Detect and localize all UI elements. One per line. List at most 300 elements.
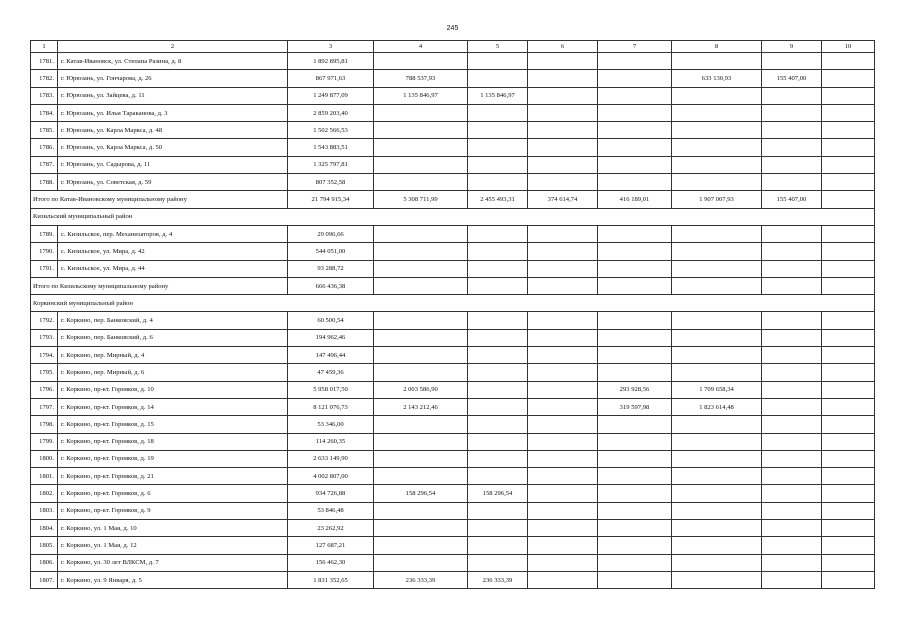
amount-cell-c4 <box>374 104 468 121</box>
amount-cell-c4: 2 143 212,46 <box>374 398 468 415</box>
amount-cell-c7 <box>598 70 672 87</box>
amount-cell-c9 <box>762 87 822 104</box>
amount-cell-c7 <box>598 174 672 191</box>
amount-cell-c10 <box>822 329 875 346</box>
address-cell: г. Юрюзань, ул. Советская, д. 59 <box>58 174 288 191</box>
amount-cell-c9 <box>762 537 822 554</box>
row-number: 1793. <box>31 329 58 346</box>
row-number: 1805. <box>31 537 58 554</box>
amount-cell-c6 <box>528 277 598 294</box>
table-row <box>31 156 875 173</box>
amount-cell-c7 <box>598 502 672 519</box>
amount-cell-c5 <box>468 554 528 571</box>
amount-cell-c10 <box>822 416 875 433</box>
amount-cell-c6 <box>528 156 598 173</box>
address-cell: г. Коркино, пр-кт. Горняков, д. 14 <box>58 398 288 415</box>
row-number: 1797. <box>31 398 58 415</box>
table-row <box>31 433 875 450</box>
amount-cell-c4 <box>374 364 468 381</box>
amount-cell-c7 <box>598 571 672 588</box>
amount-cell-c8: 633 130,93 <box>672 70 762 87</box>
amount-cell-c5 <box>468 520 528 537</box>
amount-cell-c10 <box>822 554 875 571</box>
row-number: 1785. <box>31 122 58 139</box>
table-row <box>31 468 875 485</box>
amount-cell-c8 <box>672 520 762 537</box>
row-number: 1781. <box>31 53 58 70</box>
address-cell: г. Юрюзань, ул. Ильи Тараканова, д. 3 <box>58 104 288 121</box>
row-number: 1801. <box>31 468 58 485</box>
amount-cell-c4: 5 308 711,99 <box>374 191 468 208</box>
table-body <box>31 41 875 589</box>
amount-cell-c5 <box>468 416 528 433</box>
amount-cell-c6 <box>528 554 598 571</box>
amount-cell-c9 <box>762 122 822 139</box>
amount-cell-c3: 21 794 915,34 <box>288 191 374 208</box>
amount-cell-c8 <box>672 554 762 571</box>
amount-cell-c7 <box>598 433 672 450</box>
amount-cell-c3: 807 352,58 <box>288 174 374 191</box>
amount-cell-c10 <box>822 156 875 173</box>
row-number: 1796. <box>31 381 58 398</box>
amount-cell-c5 <box>468 156 528 173</box>
amount-cell-c6 <box>528 70 598 87</box>
amount-cell-c4 <box>374 139 468 156</box>
amount-cell-c7 <box>598 450 672 467</box>
address-cell: г. Коркино, пр-кт. Горняков, д. 10 <box>58 381 288 398</box>
address-cell: г. Юрюзань, ул. Карла Маркса, д. 48 <box>58 122 288 139</box>
amount-cell-c5: 158 296,54 <box>468 485 528 502</box>
amount-cell-c6 <box>528 468 598 485</box>
amount-cell-c10 <box>822 502 875 519</box>
column-number: 1 <box>31 41 58 53</box>
amount-cell-c10 <box>822 433 875 450</box>
amount-cell-c10 <box>822 398 875 415</box>
amount-cell-c6 <box>528 122 598 139</box>
row-number: 1795. <box>31 364 58 381</box>
column-number: 3 <box>288 41 374 53</box>
amount-cell-c9 <box>762 329 822 346</box>
row-number: 1790. <box>31 243 58 260</box>
amount-cell-c9 <box>762 433 822 450</box>
amount-cell-c10 <box>822 537 875 554</box>
table-row <box>31 537 875 554</box>
amount-cell-c10 <box>822 53 875 70</box>
amount-cell-c5 <box>468 502 528 519</box>
amount-cell-c9 <box>762 416 822 433</box>
amount-cell-c5 <box>468 347 528 364</box>
amount-cell-c6 <box>528 174 598 191</box>
table-row <box>31 87 875 104</box>
amount-cell-c10 <box>822 485 875 502</box>
amount-cell-c8: 1 907 007,93 <box>672 191 762 208</box>
amount-cell-c6 <box>528 571 598 588</box>
amount-cell-c8 <box>672 260 762 277</box>
table-row <box>31 364 875 381</box>
amount-cell-c4 <box>374 554 468 571</box>
address-cell: г. Коркино, пр-кт. Горняков, д. 21 <box>58 468 288 485</box>
amount-cell-c7: 293 928,56 <box>598 381 672 398</box>
address-cell: г. Катав-Ивановск, ул. Степана Разина, д. 8 <box>58 53 288 70</box>
amount-cell-c5 <box>468 537 528 554</box>
amount-cell-c9 <box>762 571 822 588</box>
amount-cell-c9 <box>762 450 822 467</box>
amount-cell-c4 <box>374 53 468 70</box>
row-number: 1802. <box>31 485 58 502</box>
register-table <box>30 40 875 589</box>
amount-cell-c6 <box>528 433 598 450</box>
amount-cell-c7 <box>598 87 672 104</box>
table-row <box>31 520 875 537</box>
amount-cell-c8: 1 709 658,34 <box>672 381 762 398</box>
amount-cell-c7 <box>598 122 672 139</box>
amount-cell-c8 <box>672 225 762 242</box>
column-number: 8 <box>672 41 762 53</box>
amount-cell-c5 <box>468 433 528 450</box>
amount-cell-c5 <box>468 277 528 294</box>
amount-cell-c6 <box>528 485 598 502</box>
amount-cell-c6 <box>528 364 598 381</box>
amount-cell-c6 <box>528 225 598 242</box>
amount-cell-c10 <box>822 277 875 294</box>
amount-cell-c8 <box>672 122 762 139</box>
amount-cell-c4: 1 135 846,97 <box>374 87 468 104</box>
amount-cell-c9: 155 407,00 <box>762 70 822 87</box>
section-title: Коркинский муниципальный район <box>31 295 875 312</box>
amount-cell-c3: 867 971,63 <box>288 70 374 87</box>
amount-cell-c8 <box>672 502 762 519</box>
row-number: 1789. <box>31 225 58 242</box>
table-row <box>31 260 875 277</box>
amount-cell-c3: 53 846,48 <box>288 502 374 519</box>
amount-cell-c5 <box>468 468 528 485</box>
amount-cell-c10 <box>822 364 875 381</box>
row-number: 1782. <box>31 70 58 87</box>
table-row <box>31 70 875 87</box>
amount-cell-c10 <box>822 520 875 537</box>
amount-cell-c7 <box>598 225 672 242</box>
amount-cell-c5: 1 135 846,97 <box>468 87 528 104</box>
amount-cell-c4: 236 333,39 <box>374 571 468 588</box>
amount-cell-c10 <box>822 243 875 260</box>
amount-cell-c7 <box>598 243 672 260</box>
column-number: 9 <box>762 41 822 53</box>
amount-cell-c3: 53 346,00 <box>288 416 374 433</box>
amount-cell-c9 <box>762 485 822 502</box>
amount-cell-c3: 1 831 352,65 <box>288 571 374 588</box>
table-row <box>31 225 875 242</box>
amount-cell-c6 <box>528 381 598 398</box>
column-number: 5 <box>468 41 528 53</box>
amount-cell-c6 <box>528 537 598 554</box>
amount-cell-c3: 2 633 149,90 <box>288 450 374 467</box>
amount-cell-c9: 155 407,00 <box>762 191 822 208</box>
page-number: 245 <box>446 25 459 32</box>
amount-cell-c4 <box>374 156 468 173</box>
address-cell: г. Коркино, пер. Мирный, д. 4 <box>58 347 288 364</box>
amount-cell-c4: 158 296,54 <box>374 485 468 502</box>
amount-cell-c5 <box>468 139 528 156</box>
amount-cell-c3: 156 462,30 <box>288 554 374 571</box>
amount-cell-c4 <box>374 433 468 450</box>
amount-cell-c5 <box>468 122 528 139</box>
column-number: 7 <box>598 41 672 53</box>
row-number: 1791. <box>31 260 58 277</box>
table-row <box>31 53 875 70</box>
table-row <box>31 416 875 433</box>
amount-cell-c9 <box>762 364 822 381</box>
address-cell: г. Юрюзань, ул. Зайцева, д. 11 <box>58 87 288 104</box>
amount-cell-c6 <box>528 243 598 260</box>
amount-cell-c6 <box>528 347 598 364</box>
amount-cell-c7 <box>598 364 672 381</box>
amount-cell-c10 <box>822 191 875 208</box>
address-cell: г. Юрюзань, ул. Садырова, д. 11 <box>58 156 288 173</box>
row-number: 1806. <box>31 554 58 571</box>
amount-cell-c5: 2 455 493,31 <box>468 191 528 208</box>
amount-cell-c3: 1 325 797,81 <box>288 156 374 173</box>
amount-cell-c9 <box>762 156 822 173</box>
amount-cell-c10 <box>822 104 875 121</box>
amount-cell-c6 <box>528 260 598 277</box>
amount-cell-c4 <box>374 468 468 485</box>
column-number: 10 <box>822 41 875 53</box>
amount-cell-c9 <box>762 312 822 329</box>
amount-cell-c4: 788 537,93 <box>374 70 468 87</box>
address-cell: г. Коркино, пр-кт. Горняков, д. 9 <box>58 502 288 519</box>
amount-cell-c8 <box>672 329 762 346</box>
amount-cell-c7 <box>598 468 672 485</box>
amount-cell-c8 <box>672 312 762 329</box>
table-row <box>31 122 875 139</box>
amount-cell-c3: 2 859 203,40 <box>288 104 374 121</box>
total-label: Итого по Катав-Ивановскому муниципальному району <box>31 191 288 208</box>
table-row <box>31 312 875 329</box>
table-row <box>31 502 875 519</box>
amount-cell-c3: 23 262,92 <box>288 520 374 537</box>
amount-cell-c7 <box>598 537 672 554</box>
amount-cell-c4 <box>374 450 468 467</box>
amount-cell-c4 <box>374 260 468 277</box>
row-number: 1800. <box>31 450 58 467</box>
amount-cell-c6 <box>528 329 598 346</box>
column-number: 6 <box>528 41 598 53</box>
address-cell: г. Юрюзань, ул. Карла Маркса, д. 50 <box>58 139 288 156</box>
amount-cell-c8 <box>672 277 762 294</box>
amount-cell-c5 <box>468 329 528 346</box>
amount-cell-c10 <box>822 70 875 87</box>
amount-cell-c8 <box>672 243 762 260</box>
column-number: 4 <box>374 41 468 53</box>
amount-cell-c4 <box>374 122 468 139</box>
amount-cell-c5 <box>468 104 528 121</box>
amount-cell-c8 <box>672 156 762 173</box>
table-row <box>31 450 875 467</box>
amount-cell-c3: 666 436,38 <box>288 277 374 294</box>
amount-cell-c5 <box>468 53 528 70</box>
total-row <box>31 191 875 208</box>
amount-cell-c5: 236 333,39 <box>468 571 528 588</box>
amount-cell-c4 <box>374 347 468 364</box>
amount-cell-c3: 1 543 883,51 <box>288 139 374 156</box>
address-cell: г. Юрюзань, ул. Гончарова, д. 26 <box>58 70 288 87</box>
amount-cell-c7: 319 597,98 <box>598 398 672 415</box>
amount-cell-c6 <box>528 398 598 415</box>
amount-cell-c9 <box>762 104 822 121</box>
total-row <box>31 277 875 294</box>
address-cell: г. Коркино, пр-кт. Горняков, д. 19 <box>58 450 288 467</box>
amount-cell-c10 <box>822 225 875 242</box>
amount-cell-c6: 374 614,74 <box>528 191 598 208</box>
amount-cell-c8 <box>672 571 762 588</box>
amount-cell-c8 <box>672 174 762 191</box>
amount-cell-c9 <box>762 502 822 519</box>
address-cell: г. Коркино, ул. 30 лет ВЛКСМ, д. 7 <box>58 554 288 571</box>
amount-cell-c3: 47 459,36 <box>288 364 374 381</box>
amount-cell-c10 <box>822 571 875 588</box>
amount-cell-c8 <box>672 537 762 554</box>
amount-cell-c7 <box>598 329 672 346</box>
column-number: 2 <box>58 41 288 53</box>
address-cell: с. Кизильское, ул. Мира, д. 44 <box>58 260 288 277</box>
amount-cell-c7: 416 189,01 <box>598 191 672 208</box>
amount-cell-c5 <box>468 174 528 191</box>
amount-cell-c3: 29 096,66 <box>288 225 374 242</box>
amount-cell-c9 <box>762 347 822 364</box>
address-cell: с. Кизильское, пер. Механизаторов, д. 4 <box>58 225 288 242</box>
amount-cell-c8 <box>672 53 762 70</box>
amount-cell-c4 <box>374 312 468 329</box>
amount-cell-c10 <box>822 468 875 485</box>
amount-cell-c3: 1 249 877,09 <box>288 87 374 104</box>
amount-cell-c7 <box>598 260 672 277</box>
amount-cell-c9 <box>762 174 822 191</box>
amount-cell-c4 <box>374 225 468 242</box>
amount-cell-c4 <box>374 329 468 346</box>
amount-cell-c3: 1 502 566,53 <box>288 122 374 139</box>
amount-cell-c4 <box>374 537 468 554</box>
amount-cell-c10 <box>822 450 875 467</box>
table-row <box>31 139 875 156</box>
amount-cell-c10 <box>822 122 875 139</box>
amount-cell-c8 <box>672 468 762 485</box>
amount-cell-c6 <box>528 416 598 433</box>
amount-cell-c5 <box>468 70 528 87</box>
amount-cell-c8 <box>672 485 762 502</box>
amount-cell-c8: 1 823 614,48 <box>672 398 762 415</box>
table-row <box>31 398 875 415</box>
address-cell: г. Коркино, пер. Банковский, д. 6 <box>58 329 288 346</box>
amount-cell-c6 <box>528 139 598 156</box>
amount-cell-c3: 60 500,54 <box>288 312 374 329</box>
table-row <box>31 381 875 398</box>
address-cell: г. Коркино, пр-кт. Горняков, д. 18 <box>58 433 288 450</box>
amount-cell-c9 <box>762 398 822 415</box>
row-number: 1783. <box>31 87 58 104</box>
row-number: 1807. <box>31 571 58 588</box>
amount-cell-c9 <box>762 260 822 277</box>
amount-cell-c4 <box>374 174 468 191</box>
column-number-row <box>31 41 875 53</box>
amount-cell-c5 <box>468 381 528 398</box>
table-row <box>31 571 875 588</box>
amount-cell-c9 <box>762 53 822 70</box>
amount-cell-c9 <box>762 520 822 537</box>
amount-cell-c7 <box>598 312 672 329</box>
row-number: 1798. <box>31 416 58 433</box>
table-row <box>31 554 875 571</box>
address-cell: г. Коркино, пер. Банковский, д. 4 <box>58 312 288 329</box>
amount-cell-c6 <box>528 104 598 121</box>
row-number: 1799. <box>31 433 58 450</box>
amount-cell-c5 <box>468 312 528 329</box>
row-number: 1803. <box>31 502 58 519</box>
amount-cell-c10 <box>822 347 875 364</box>
amount-cell-c7 <box>598 520 672 537</box>
amount-cell-c3: 544 051,00 <box>288 243 374 260</box>
amount-cell-c10 <box>822 139 875 156</box>
amount-cell-c7 <box>598 485 672 502</box>
amount-cell-c4 <box>374 520 468 537</box>
amount-cell-c9 <box>762 554 822 571</box>
row-number: 1788. <box>31 174 58 191</box>
amount-cell-c9 <box>762 468 822 485</box>
amount-cell-c5 <box>468 450 528 467</box>
amount-cell-c6 <box>528 502 598 519</box>
amount-cell-c6 <box>528 450 598 467</box>
amount-cell-c10 <box>822 174 875 191</box>
amount-cell-c8 <box>672 450 762 467</box>
amount-cell-c4 <box>374 243 468 260</box>
amount-cell-c10 <box>822 87 875 104</box>
amount-cell-c8 <box>672 139 762 156</box>
row-number: 1784. <box>31 104 58 121</box>
amount-cell-c4 <box>374 277 468 294</box>
section-row <box>31 208 875 225</box>
amount-cell-c7 <box>598 139 672 156</box>
amount-cell-c9 <box>762 225 822 242</box>
amount-cell-c8 <box>672 347 762 364</box>
amount-cell-c4 <box>374 416 468 433</box>
amount-cell-c3: 114 260,35 <box>288 433 374 450</box>
amount-cell-c3: 8 121 076,73 <box>288 398 374 415</box>
table-row <box>31 174 875 191</box>
amount-cell-c3: 1 892 895,81 <box>288 53 374 70</box>
row-number: 1787. <box>31 156 58 173</box>
amount-cell-c7 <box>598 53 672 70</box>
amount-cell-c8 <box>672 104 762 121</box>
amount-cell-c7 <box>598 347 672 364</box>
amount-cell-c7 <box>598 554 672 571</box>
amount-cell-c3: 934 726,88 <box>288 485 374 502</box>
amount-cell-c9 <box>762 381 822 398</box>
amount-cell-c7 <box>598 104 672 121</box>
amount-cell-c10 <box>822 260 875 277</box>
amount-cell-c4: 2 003 586,90 <box>374 381 468 398</box>
address-cell: г. Коркино, пр-кт. Горняков, д. 6 <box>58 485 288 502</box>
amount-cell-c5 <box>468 364 528 381</box>
amount-cell-c8 <box>672 364 762 381</box>
amount-cell-c3: 194 962,46 <box>288 329 374 346</box>
amount-cell-c5 <box>468 225 528 242</box>
amount-cell-c3: 147 496,44 <box>288 347 374 364</box>
row-number: 1794. <box>31 347 58 364</box>
amount-cell-c3: 4 002 807,00 <box>288 468 374 485</box>
row-number: 1792. <box>31 312 58 329</box>
section-row <box>31 295 875 312</box>
amount-cell-c8 <box>672 416 762 433</box>
amount-cell-c5 <box>468 398 528 415</box>
